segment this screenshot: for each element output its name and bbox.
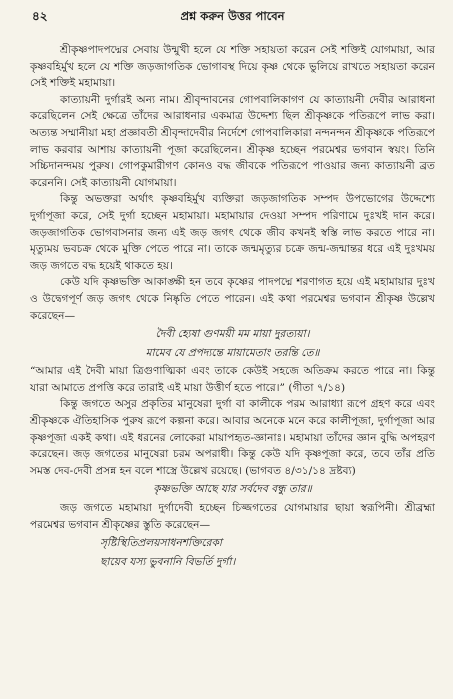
verse-line: ছায়েব যস্য ভুবনানি বিভর্তি দুর্গা। [100,555,236,568]
verse-line: মামেব যে প্রপদ্যন্তে মায়ামেতাং তরন্তি তে॥ [145,346,320,359]
verse-line: দৈবী হ্যেষা গুণময়ী মম মায়া দুরত্যয়া। [155,328,310,341]
body-paragraph: কেউ যদি কৃষ্ণভক্তি আকাঙ্ক্ষী হন তবে কৃষ্ণের পাদপদ্মে শরণাগত হয়ে এই মহামায়ার দুঃখ ও উদ্বেগপূর্ণ জড় জগৎ থেকে নিষ্কৃতি পেতে পারেন। এই কথা পরমেশ্বর ভগবান শ্রীকৃষ্ণ উল্লেখ করেছেন— [30,276,435,322]
body-paragraph: জড় জগতে মহামায়া দুর্গাদেবী হচ্ছেন চিজ্জগতের যোগমায়ার ছায়া স্বরূপিনী। শ্রীব্রহ্মা পরমেশ্বর ভগবান শ্রীকৃষ্ণের স্তুতি করেছেন— [30,502,435,531]
running-title: প্রশ্ন করুন উত্তর পাবেন [180,9,285,23]
page-header [30,8,435,28]
body-paragraph: কিন্তু অভক্তরা অর্থাৎ কৃষ্ণবহির্মুখ ব্যক্তিরা জড়জাগতিক সম্পদ উপভোগের উদ্দেশ্যে দুর্গাপূজা করে, সেই দুর্গা হচ্ছেন মহামায়া। মহামায়ার দেওয়া সম্পদ পরিণামে দুঃখই দান করে। জড়জাগতিক ভোগবাসনার জন্য এই জড় জগৎ থেকে জীব কখনই স্বস্তি লাভ করতে পারে না। মৃত্যুময় ভবচক্র থেকে মুক্তি পেতে পারে না। তাকে জন্মমৃত্যুর চক্রে জন্ম-জন্মান্তর ধরে এই দুঃখময় জড় জগতে বদ্ধ হয়েই থাকতে হয়। [30,193,435,272]
verse-line: সৃষ্টিস্থিতিপ্রলয়সাধনশক্তিরেকা [100,537,222,550]
body-paragraph: “আমার এই দৈবী মায়া ত্রিগুণাত্মিকা এবং তাকে কেউই সহজে অতিক্রম করতে পারে না। কিন্তু যারা আমাতে প্রপত্তি করে তারাই এই মায়া উত্তীর্ণ হতে পারে।” (গীতা ৭/১৪) [30,365,435,394]
verse-line: কৃষ্ণভক্তি আছে যার সর্বদেব বন্ধু তার॥ [153,483,312,496]
body-paragraph: শ্রীকৃষ্ণপাদপদ্মের সেবায় উন্মুখী হলে যে শক্তি সহায়তা করেন সেই শক্তিই যোগমায়া, আর কৃষ্ণবহির্মুখ হলে যে শক্তি জড়জাগতিক ভোগাবস্থ দিয়ে কৃষ্ণ থেকে ভুলিয়ে রাখতে সহায়তা করেন সেই শক্তিই মহামায়া। [30,44,435,90]
page-body [30,42,435,570]
body-paragraph: কাত্যায়নী দুর্গারই অন্য নাম। শ্রীবৃন্দাবনের গোপবালিকাগণ যে কাত্যায়নী দেবীর আরাধনা করেছিলেন সেই ক্ষেত্রে তাঁদের আরাধনার একমাত্র উদ্দেশ্য ছিল শ্রীকৃষ্ণকে পতিরূপে লাভ করা। অত্যন্ত সম্মানীয়া মহা প্রজ্ঞাবতী শ্রীবৃন্দাদেবীর নির্দেশে গোপবালিকারা নন্দনন্দন শ্রীকৃষ্ণকে পতিরূপে লাভ করবার আশায় কাত্যায়নী পূজা করেছিলেন। শ্রীকৃষ্ণ হচ্ছেন পরমেশ্বর ভগবান স্বয়ং। তিনি সচ্চিদানন্দময় পুরুষ। গোপকুমারীগণ কোনও বদ্ধ জীবকে পতিরূপে পাওয়ার জন্য কাত্যায়নী ব্রত করেননি। সেই কাত্যায়নী যোগমায়া। [30,93,435,189]
body-paragraph: কিন্তু জগতে অসুর প্রকৃতির মানুষেরা দুর্গা বা কালীকে পরম আরাধ্যা রূপে গ্রহণ করে এবং শ্রীকৃষ্ণকে ঐতিহাসিক পুরুষ রূপে কল্পনা করে। আবার অনেকে মনে করে কালীপূজা, দুর্গাপূজা আর কৃষ্ণপূজা একই কথা। এই ধরনের লোকেরা মায়াপহৃত-জ্ঞানাঃ। মহামায়া তাঁদের জ্ঞান বুদ্ধি অপহরণ করেছেন। জড় জগতের মানুষেরা চরম অপরাধী। কিন্তু কেউ যদি কৃষ্ণপূজা করে, তবে তাঁর প্রতি সমস্ত দেব-দেবী প্রসন্ন হন বলে শাস্ত্রে উল্লেখ রয়েছে। (ভাগবত ৪/৩১/১৪ দ্রষ্টব্য) [30,398,435,477]
page-number: ৪২ [32,9,48,23]
